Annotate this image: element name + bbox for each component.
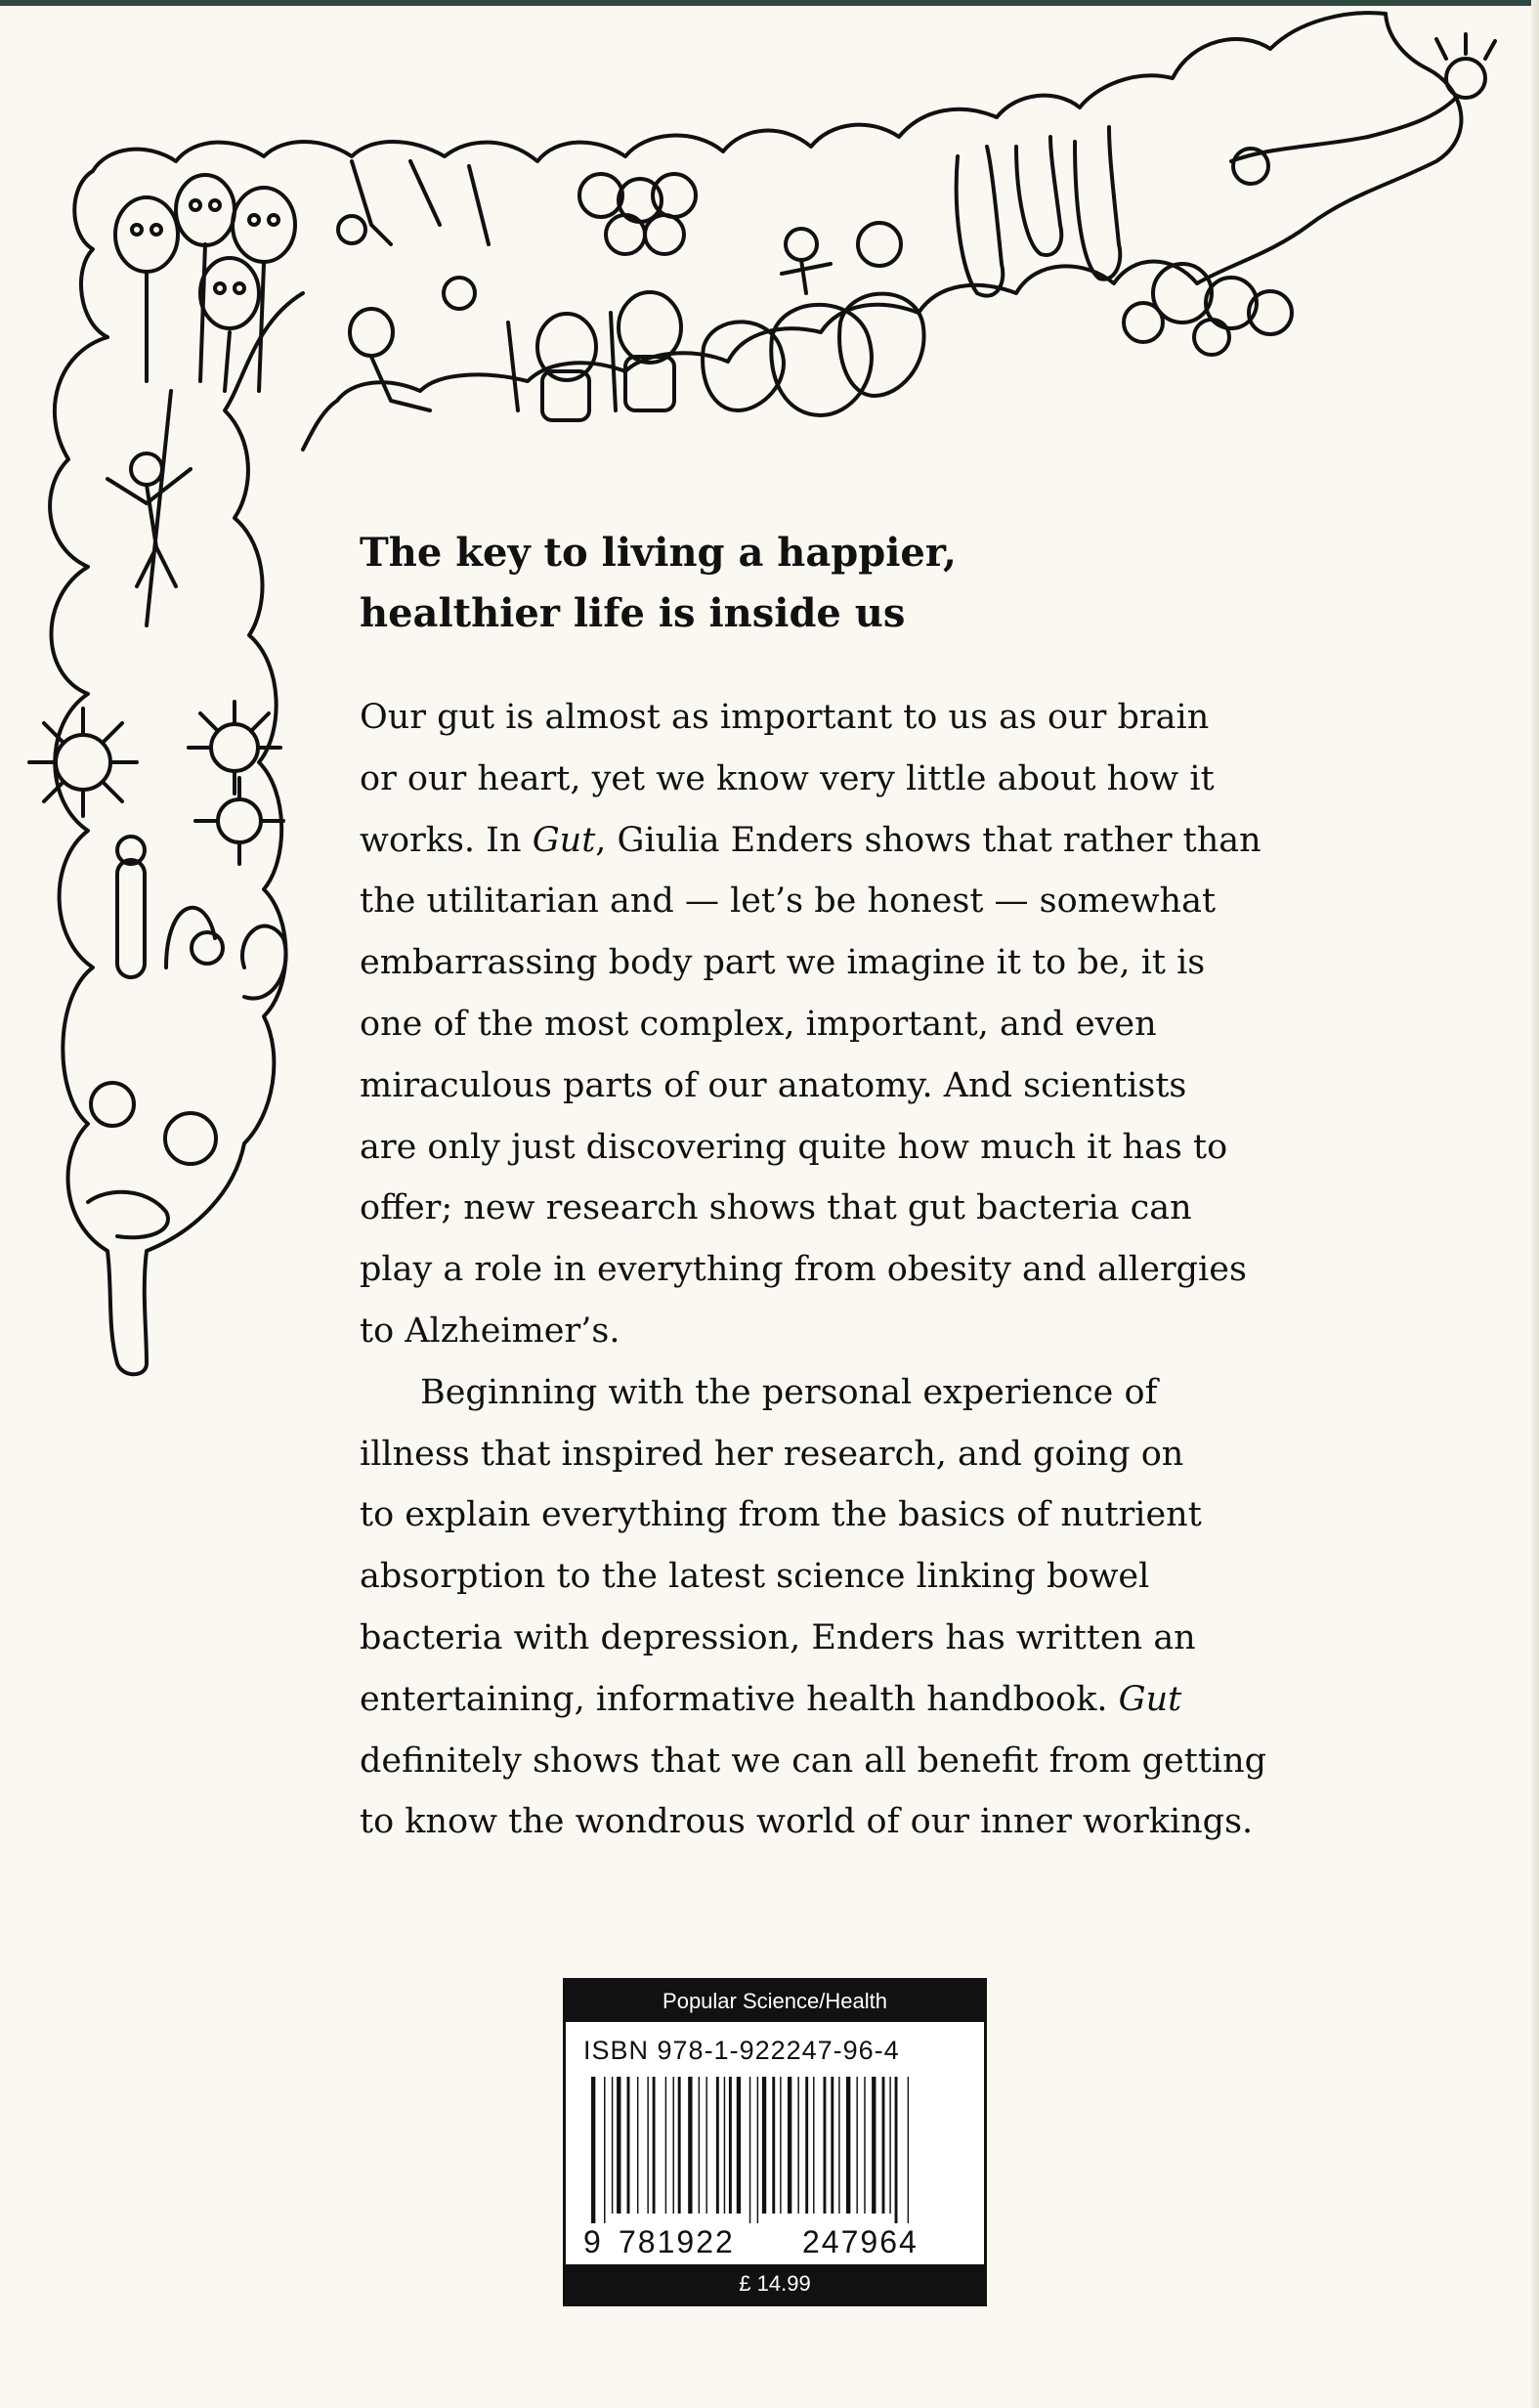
isbn-number: ISBN 978-1-922247-96-4 [583,2036,900,2065]
blurb-paragraph-2 [360,1362,1454,1853]
back-cover-headline [360,523,1454,644]
barcode-digits-right: 247964 [802,2224,919,2259]
barcode-bar [678,2077,681,2214]
barcode-bar [617,2077,620,2214]
blurb-text [360,687,1454,1853]
barcode-bar [864,2077,865,2214]
headline-line: healthier life is inside us [360,590,906,636]
blurb-line: to know the wondrous world of our inner workings. [360,1802,1254,1842]
blurb-line: miraculous parts of our anatomy. And scientists [360,1065,1187,1105]
blurb-line: to explain everything from the basics of nutrient [360,1495,1202,1535]
barcode-bar [780,2077,781,2214]
blurb-text-run: , Giulia Enders shows that rather than [595,820,1261,860]
blurb-line: or our heart, yet we know very little about how it [360,758,1215,798]
barcode-bar [889,2077,890,2214]
barcode-bar [749,2077,750,2223]
barcode-bar [699,2077,700,2214]
blurb-line: illness that inspired her research, and going on [360,1434,1184,1474]
blurb-line: bacteria with depression, Enders has written an [360,1617,1196,1657]
barcode-bar [729,2077,732,2214]
blurb-line: the utilitarian and — let’s be honest — somewhat [360,882,1217,922]
blurb-text-run: works. In [360,820,533,860]
barcode-bar [612,2077,613,2214]
blurb-paragraph-1 [360,687,1454,1362]
barcode-bar [637,2077,638,2214]
genre-label: Popular Science/Health [566,1981,984,2022]
barcode-bar [737,2077,741,2214]
blurb-line: Our gut is almost as important to us as our brain [360,698,1210,737]
barcode-bar [882,2077,885,2214]
blurb-line: embarrassing body part we imagine it to be, it is [360,943,1206,983]
bacterium-drawing [233,188,295,262]
blurb-text-run: entertaining, informative health handbook. [360,1679,1119,1719]
barcode-bar [724,2077,725,2214]
bacterium-drawing [176,175,235,245]
barcode-bar [647,2077,648,2214]
barcode-bar [653,2077,656,2214]
blurb-line: are only just discovering quite how much it has to [360,1127,1228,1167]
barcode-bar [688,2077,692,2214]
barcode-bar [716,2077,719,2214]
book-title-italic: Gut [1118,1679,1182,1719]
barcode-bars [583,2077,972,2223]
barcode-bar [797,2077,798,2214]
barcode-bar [838,2077,839,2214]
barcode-bar [908,2077,909,2223]
intestine-outline-left [50,293,303,1374]
blurb-line: one of the most complex, important, and even [360,1004,1157,1044]
blurb-line: play a role in everything from obesity and allergies [360,1250,1247,1290]
bacterium-drawing [115,197,178,272]
virus-drawing [218,799,261,842]
barcode-bar [872,2077,876,2214]
isbn-barcode-block [563,1978,987,2306]
barcode-bar [824,2077,827,2214]
blurb-line [360,1669,1454,1731]
intestine-outline-top [74,13,1386,337]
barcode-bar [591,2077,595,2223]
blurb-line: offer; new research shows that gut bacteria can [360,1188,1192,1228]
intestine-outline-bottom [303,14,1461,450]
barcode-bar [604,2077,605,2223]
headline-line: The key to living a happier, [360,530,957,576]
bacterium-drawing [200,258,259,328]
barcode-bar [846,2077,850,2214]
barcode-bar [831,2077,834,2214]
barcode-bar [813,2077,814,2214]
barcode-digits-left: 781922 [619,2224,735,2259]
book-title-italic: Gut [532,820,596,860]
blurb-line: definitely shows that we can all benefit from getting [360,1741,1267,1781]
barcode-bar [788,2077,791,2214]
price-label: £ 14.99 [566,2264,984,2303]
blurb-line: Beginning with the personal experience of [420,1372,1158,1412]
blurb-line [360,810,1454,872]
barcode-bar [805,2077,808,2214]
barcode-bar [665,2077,666,2214]
barcode-bar [757,2077,758,2223]
barcode-bar [627,2077,630,2214]
barcode-bar [673,2077,674,2214]
barcode-bar [856,2077,857,2214]
barcode-digit-first: 9 [583,2224,601,2259]
barcode-bar [762,2077,766,2214]
blurb-line: to Alzheimer’s. [360,1311,620,1351]
barcode-bar [772,2077,775,2214]
bacterium-drawing [619,292,681,363]
blurb-line: absorption to the latest science linking bowel [360,1557,1150,1597]
barcode-bar [895,2077,898,2223]
barcode-bar [705,2077,706,2214]
barcode-digits [583,2223,972,2260]
